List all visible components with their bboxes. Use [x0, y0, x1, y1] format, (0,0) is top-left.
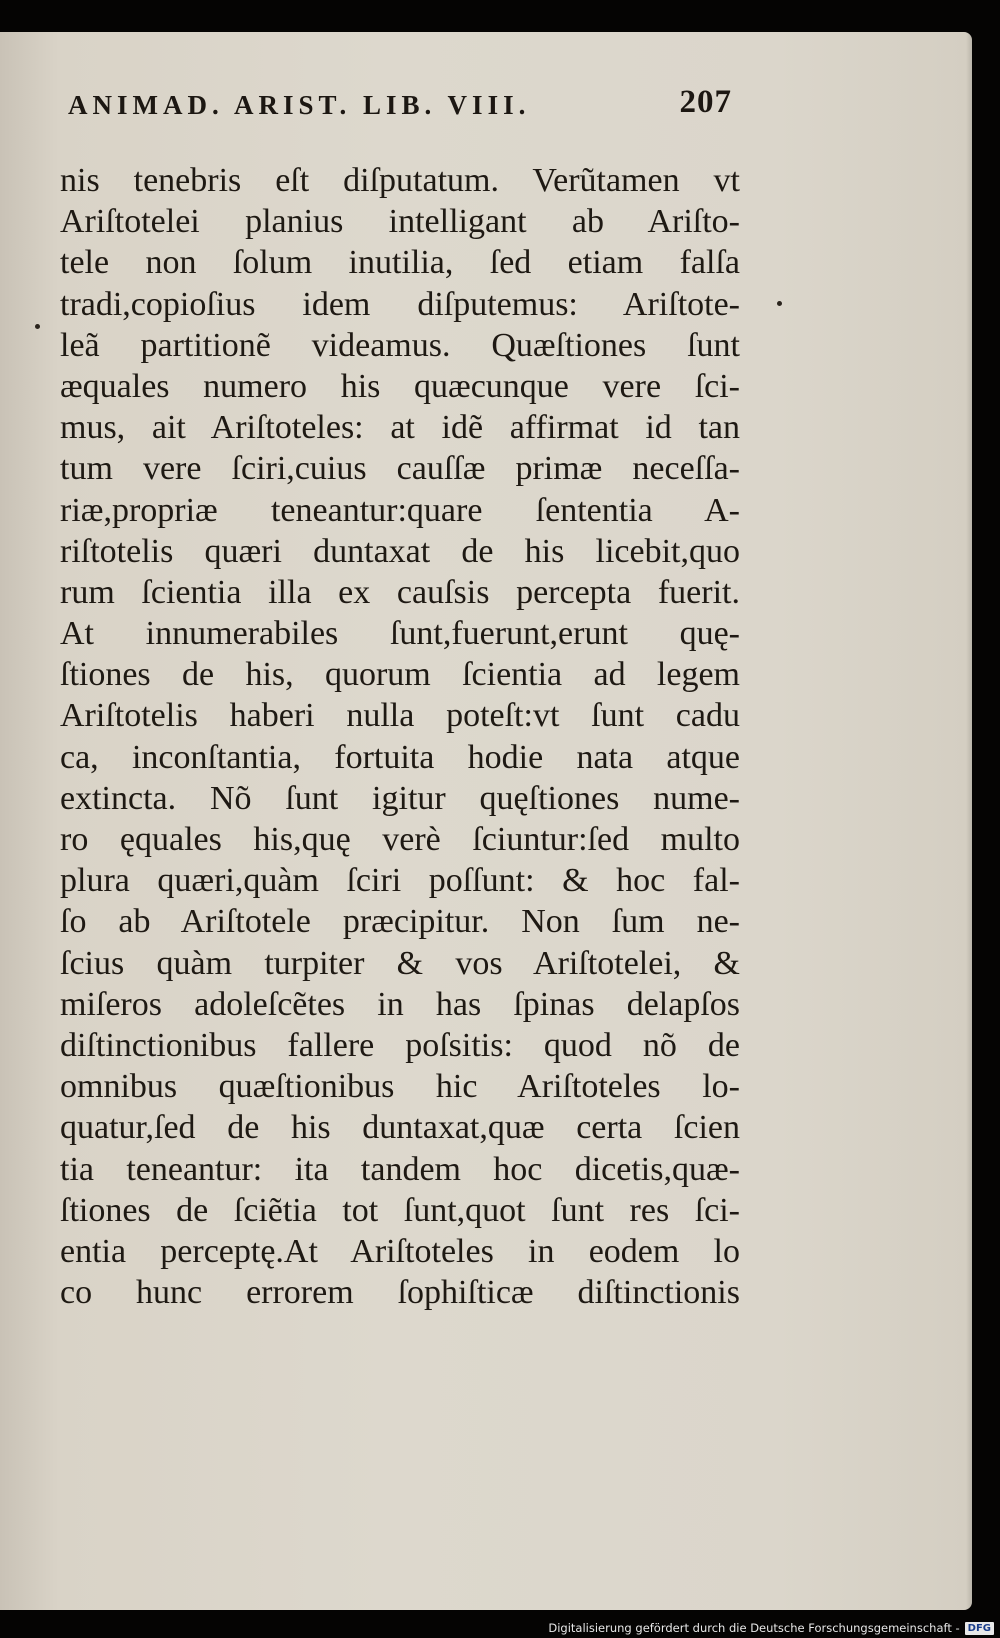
body-text — [60, 160, 740, 1313]
text-line: quatur,ſed de his duntaxat,quæ certa ſcien — [60, 1109, 740, 1147]
text-line: omnibus quæſtionibus hic Ariſtoteles lo- — [60, 1068, 740, 1106]
text-line: diſtinctionibus fallere poſsitis: quod nõ de — [60, 1026, 740, 1064]
text-line: ſcius quàm turpiter & vos Ariſtotelei, & — [60, 944, 740, 982]
running-head — [68, 82, 732, 126]
text-line: entia perceptę.At Ariſtoteles in eodem lo — [60, 1232, 740, 1270]
text-line: ſo ab Ariſtotele præcipitur. Non ſum ne- — [60, 903, 740, 941]
credit-text: Digitalisierung gefördert durch die Deutsche Forschungsgemeinschaft - — [548, 1621, 960, 1635]
text-line: riſtotelis quæri duntaxat de his licebit,quo — [60, 532, 740, 570]
page-number: 207 — [679, 84, 732, 120]
text-line: Ariſtotelei planius intelligant ab Ariſto- — [60, 203, 740, 241]
text-line: nis tenebris eſt diſputatum. Verũtamen vt — [60, 162, 740, 199]
text-line: tradi,copioſius idem diſputemus: Ariſtote- — [60, 285, 740, 323]
ink-speck — [35, 324, 40, 329]
text-line: At innumerabiles ſunt,fuerunt,erunt quę- — [60, 615, 740, 653]
digitization-credit — [548, 1621, 994, 1635]
text-line: extincta. Nõ ſunt igitur quęſtiones nume- — [60, 779, 740, 817]
text-line: plura quæri,quàm ſciri poſſunt: & hoc fal- — [60, 862, 740, 900]
text-line: tia teneantur: ita tandem hoc dicetis,quæ- — [60, 1150, 740, 1188]
text-line: ſtiones de his, quorum ſcientia ad legem — [60, 656, 740, 694]
text-line: ſtiones de ſciẽtia tot ſunt,quot ſunt res ſci- — [60, 1191, 740, 1229]
text-line: tele non ſolum inutilia, ſed etiam falſa — [60, 244, 740, 282]
text-line: rum ſcientia illa ex cauſsis percepta fuerit. — [60, 573, 740, 611]
text-line: ro ęquales his,quę verè ſciuntur:ſed multo — [60, 821, 740, 858]
ink-speck — [777, 301, 782, 306]
text-line: leã partitionẽ videamus. Quæſtiones ſunt — [60, 326, 740, 364]
text-line: ca, inconſtantia, fortuita hodie nata atque — [60, 738, 740, 776]
text-line: Ariſtotelis haberi nulla poteſt:vt ſunt cadu — [60, 697, 740, 735]
book-page — [0, 32, 972, 1610]
dfg-logo[interactable]: DFG — [965, 1622, 994, 1635]
text-line: tum vere ſciri,cuius cauſſæ primæ neceſſa- — [60, 450, 740, 488]
text-line: miſeros adoleſcẽtes in has ſpinas delapſos — [60, 985, 740, 1023]
text-line: mus, ait Ariſtoteles: at idẽ affirmat id tan — [60, 409, 740, 447]
text-line: co hunc errorem ſophiſticæ diſtinctionis — [60, 1274, 740, 1312]
text-line: riæ,propriæ teneantur:quare ſententia A- — [60, 491, 740, 529]
text-line: æquales numero his quæcunque vere ſci- — [60, 367, 740, 405]
running-title: ANIMAD. ARIST. LIB. VIII. — [68, 90, 531, 120]
